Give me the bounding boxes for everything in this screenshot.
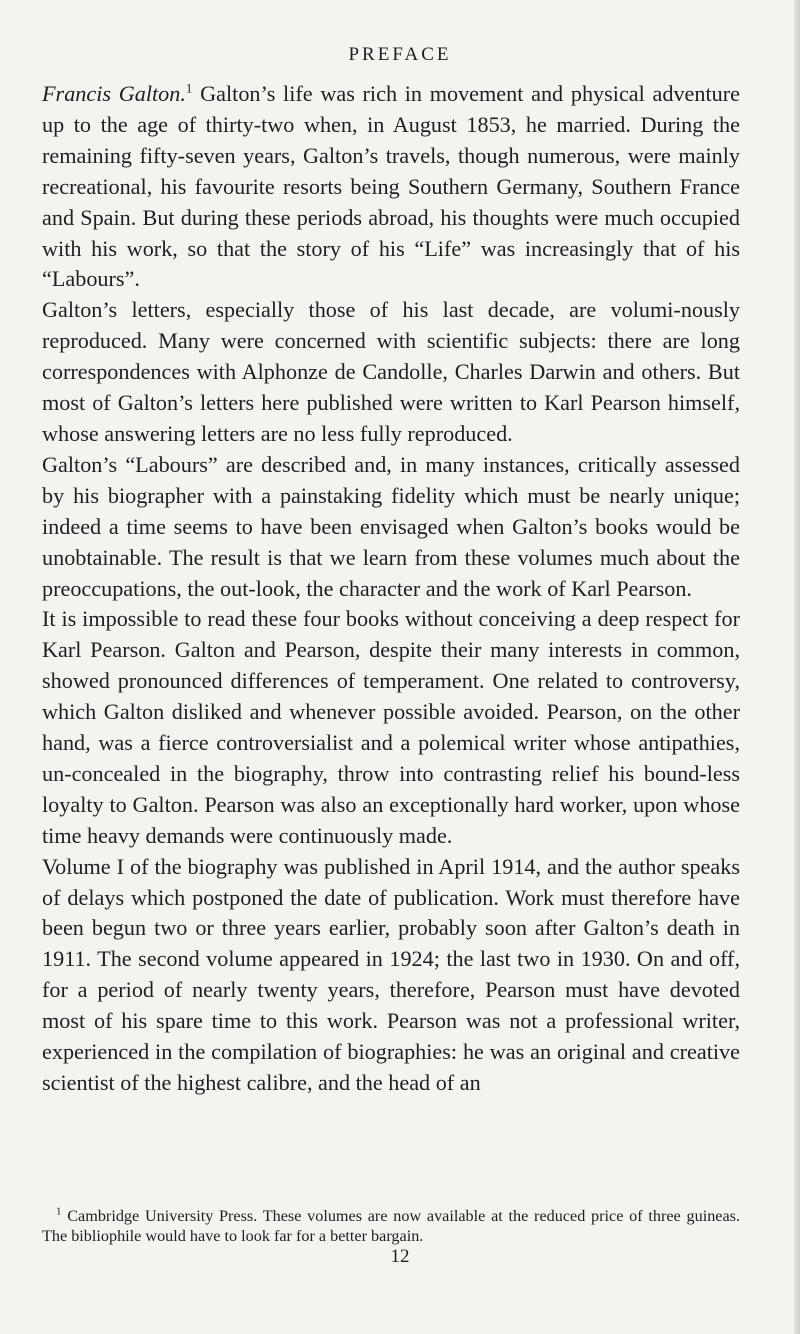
page-edge: [794, 0, 800, 1334]
paragraph-4: It is impossible to read these four books without conceiving a deep respect for Karl Pearson. Galton and Pearson, despite their many interests in common, showed pronounced differences of temperament. One related to controversy, which Galton disliked and whenever possible avoided. Pearson, on the other hand, was a fierce controversialist and a polemical writer whose antipathies, un-concealed in the biography, throw into contrasting relief his bound-less loyalty to Galton. Pearson was also an exceptionally hard worker, upon whose time heavy demands were continuously made.: [42, 606, 740, 848]
body-text: [42, 79, 740, 1099]
paragraph-3: Galton’s “Labours” are described and, in many instances, critically assessed by his biographer with a painstaking fidelity which must be nearly unique; indeed a time seems to have been envisaged when Galton’s books would be unobtainable. The result is that we learn from these volumes much about the preoccupations, the out-look, the character and the work of Karl Pearson.: [42, 451, 740, 601]
footnote-marker: 1: [56, 1205, 62, 1218]
paragraph-5: Volume I of the biography was published in April 1914, and the author speaks of delays which postponed the date of publication. Work must therefore have been begun two or three years earlier, probably soon after Galton’s death in 1911. The second volume appeared in 1924; the last two in 1930. On and off, for a period of nearly twenty years, therefore, Pearson must have devoted most of his spare time to this work. Pearson was not a professional writer, experienced in the compilation of biographies: he was an original and creative scientist of the highest calibre, and the head of an: [42, 853, 740, 1095]
footnote-text: Cambridge University Press. These volumes are now available at the reduced price of three guineas. The bibliophile would have to look far for a better bargain.: [42, 1207, 740, 1245]
italic-lead: Francis Galton.: [42, 81, 186, 106]
paragraph-text: Galton’s life was rich in movement and physical adventure up to the age of thirty-two when, in August 1853, he married. During the remaining fifty-seven years, Galton’s travels, though numerous, were mainly recreational, his favourite resorts being Southern Germany, Southern France and Spain. But during these periods abroad, his thoughts were much occupied with his work, so that the story of his “Life” was increasingly that of his “Labours”.: [42, 81, 740, 292]
page-number: 12: [390, 1246, 410, 1267]
footnotes: [42, 1206, 740, 1246]
footnote: [42, 1206, 740, 1246]
paragraph-1: [42, 79, 740, 295]
footnote-ref: 1: [185, 80, 193, 96]
running-head: PREFACE: [348, 44, 452, 65]
paragraph-2: Galton’s letters, especially those of his last decade, are volumi-nously reproduced. Many were concerned with scientific subjects: there are long correspondences with Alphonze de Candolle, Charles Darwin and others. But most of Galton’s letters here published were written to Karl Pearson himself, whose answering letters are no less fully reproduced.: [42, 297, 740, 446]
